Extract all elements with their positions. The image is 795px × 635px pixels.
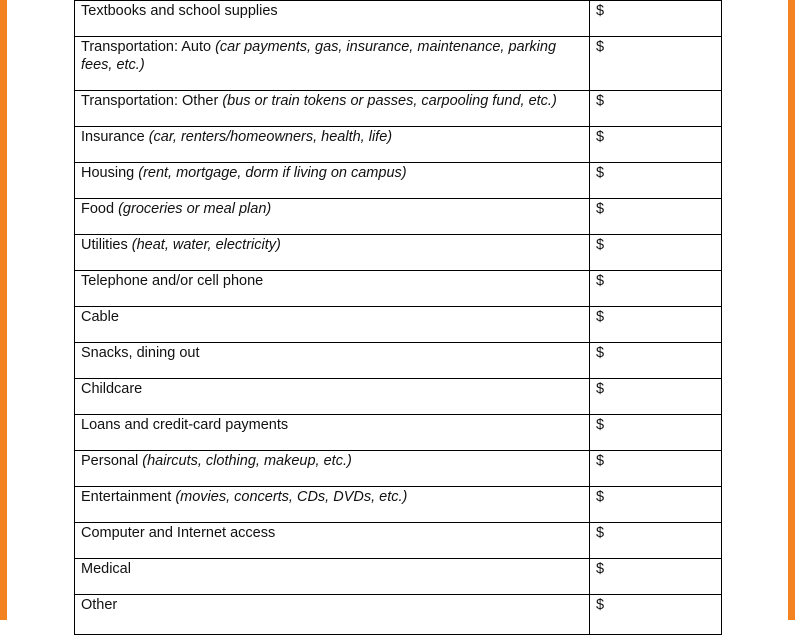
amount-cell[interactable] [590,37,722,91]
currency-symbol: $ [596,165,605,181]
table-row [75,307,722,343]
amount-cell[interactable] [590,415,722,451]
amount-cell[interactable] [590,379,722,415]
currency-symbol: $ [596,489,605,505]
expense-category-cell [75,127,590,163]
amount-cell[interactable] [590,487,722,523]
expense-category-label: Insurance [81,129,145,145]
expense-category-cell [75,451,590,487]
expense-category-cell [75,487,590,523]
expense-category-cell [75,379,590,415]
expense-category-note: (rent, mortgage, dorm if living on campus) [138,165,407,181]
expense-category-label: Telephone and/or cell phone [81,273,264,289]
currency-symbol: $ [596,3,605,19]
expense-category-note: (car, renters/homeowners, health, life) [148,129,393,145]
currency-symbol: $ [596,309,605,325]
expense-category-note: (groceries or meal plan) [118,201,272,217]
table-row [75,163,722,199]
orange-border-right [788,0,795,620]
expense-category-label: Cable [81,309,119,325]
expense-category-cell [75,343,590,379]
expense-category-note: (movies, concerts, CDs, DVDs, etc.) [175,489,408,505]
currency-symbol: $ [596,525,605,541]
expense-category-label: Snacks, dining out [81,345,200,361]
currency-symbol: $ [596,345,605,361]
expense-category-label: Personal [81,453,139,469]
table-row [75,379,722,415]
currency-symbol: $ [596,417,605,433]
currency-symbol: $ [596,93,605,109]
expense-category-note: (bus or train tokens or passes, carpooling fund, etc.) [222,93,557,109]
amount-cell[interactable] [590,343,722,379]
table-row [75,91,722,127]
table-row [75,199,722,235]
currency-symbol: $ [596,39,605,55]
table-row [75,487,722,523]
expense-category-cell [75,415,590,451]
expense-category-cell [75,271,590,307]
currency-symbol: $ [596,561,605,577]
expense-category-label: Transportation: Auto [81,39,212,55]
amount-cell[interactable] [590,271,722,307]
amount-cell[interactable] [590,91,722,127]
expense-category-cell [75,91,590,127]
expense-category-note: (car payments, gas, insurance, maintenance, parking fees, etc.) [81,39,557,73]
currency-symbol: $ [596,237,605,253]
table-row [75,595,722,635]
expense-category-note: (heat, water, electricity) [131,237,281,253]
expense-category-label: Computer and Internet access [81,525,276,541]
expense-table [74,0,722,635]
amount-cell[interactable] [590,451,722,487]
currency-symbol: $ [596,453,605,469]
table-row [75,127,722,163]
expense-category-cell [75,37,590,91]
expense-category-label: Entertainment [81,489,172,505]
expense-category-note: (haircuts, clothing, makeup, etc.) [142,453,352,469]
expense-category-label: Medical [81,561,131,577]
table-row [75,415,722,451]
amount-cell[interactable] [590,595,722,635]
currency-symbol: $ [596,129,605,145]
table-row [75,343,722,379]
currency-symbol: $ [596,201,605,217]
table-row [75,1,722,37]
expense-category-cell [75,1,590,37]
expense-category-label: Childcare [81,381,143,397]
expense-category-cell [75,235,590,271]
amount-cell[interactable] [590,523,722,559]
table-row [75,451,722,487]
table-row [75,37,722,91]
amount-cell[interactable] [590,163,722,199]
expense-category-cell [75,163,590,199]
expense-category-label: Food [81,201,115,217]
table-row [75,271,722,307]
amount-cell[interactable] [590,1,722,37]
table-row [75,523,722,559]
currency-symbol: $ [596,597,605,613]
expense-table-body [75,1,722,635]
expense-category-cell [75,595,590,635]
orange-border-left [0,0,7,620]
expense-category-cell [75,199,590,235]
expense-category-cell [75,307,590,343]
currency-symbol: $ [596,273,605,289]
table-row [75,235,722,271]
amount-cell[interactable] [590,559,722,595]
table-row [75,559,722,595]
currency-symbol: $ [596,381,605,397]
expense-category-cell [75,523,590,559]
amount-cell[interactable] [590,199,722,235]
expense-category-label: Utilities [81,237,128,253]
amount-cell[interactable] [590,127,722,163]
amount-cell[interactable] [590,235,722,271]
expense-category-label: Housing [81,165,135,181]
expense-category-label: Transportation: Other [81,93,219,109]
expense-category-label: Other [81,597,118,613]
amount-cell[interactable] [590,307,722,343]
expense-category-cell [75,559,590,595]
expense-category-label: Textbooks and school supplies [81,3,278,19]
expense-category-label: Loans and credit-card payments [81,417,289,433]
